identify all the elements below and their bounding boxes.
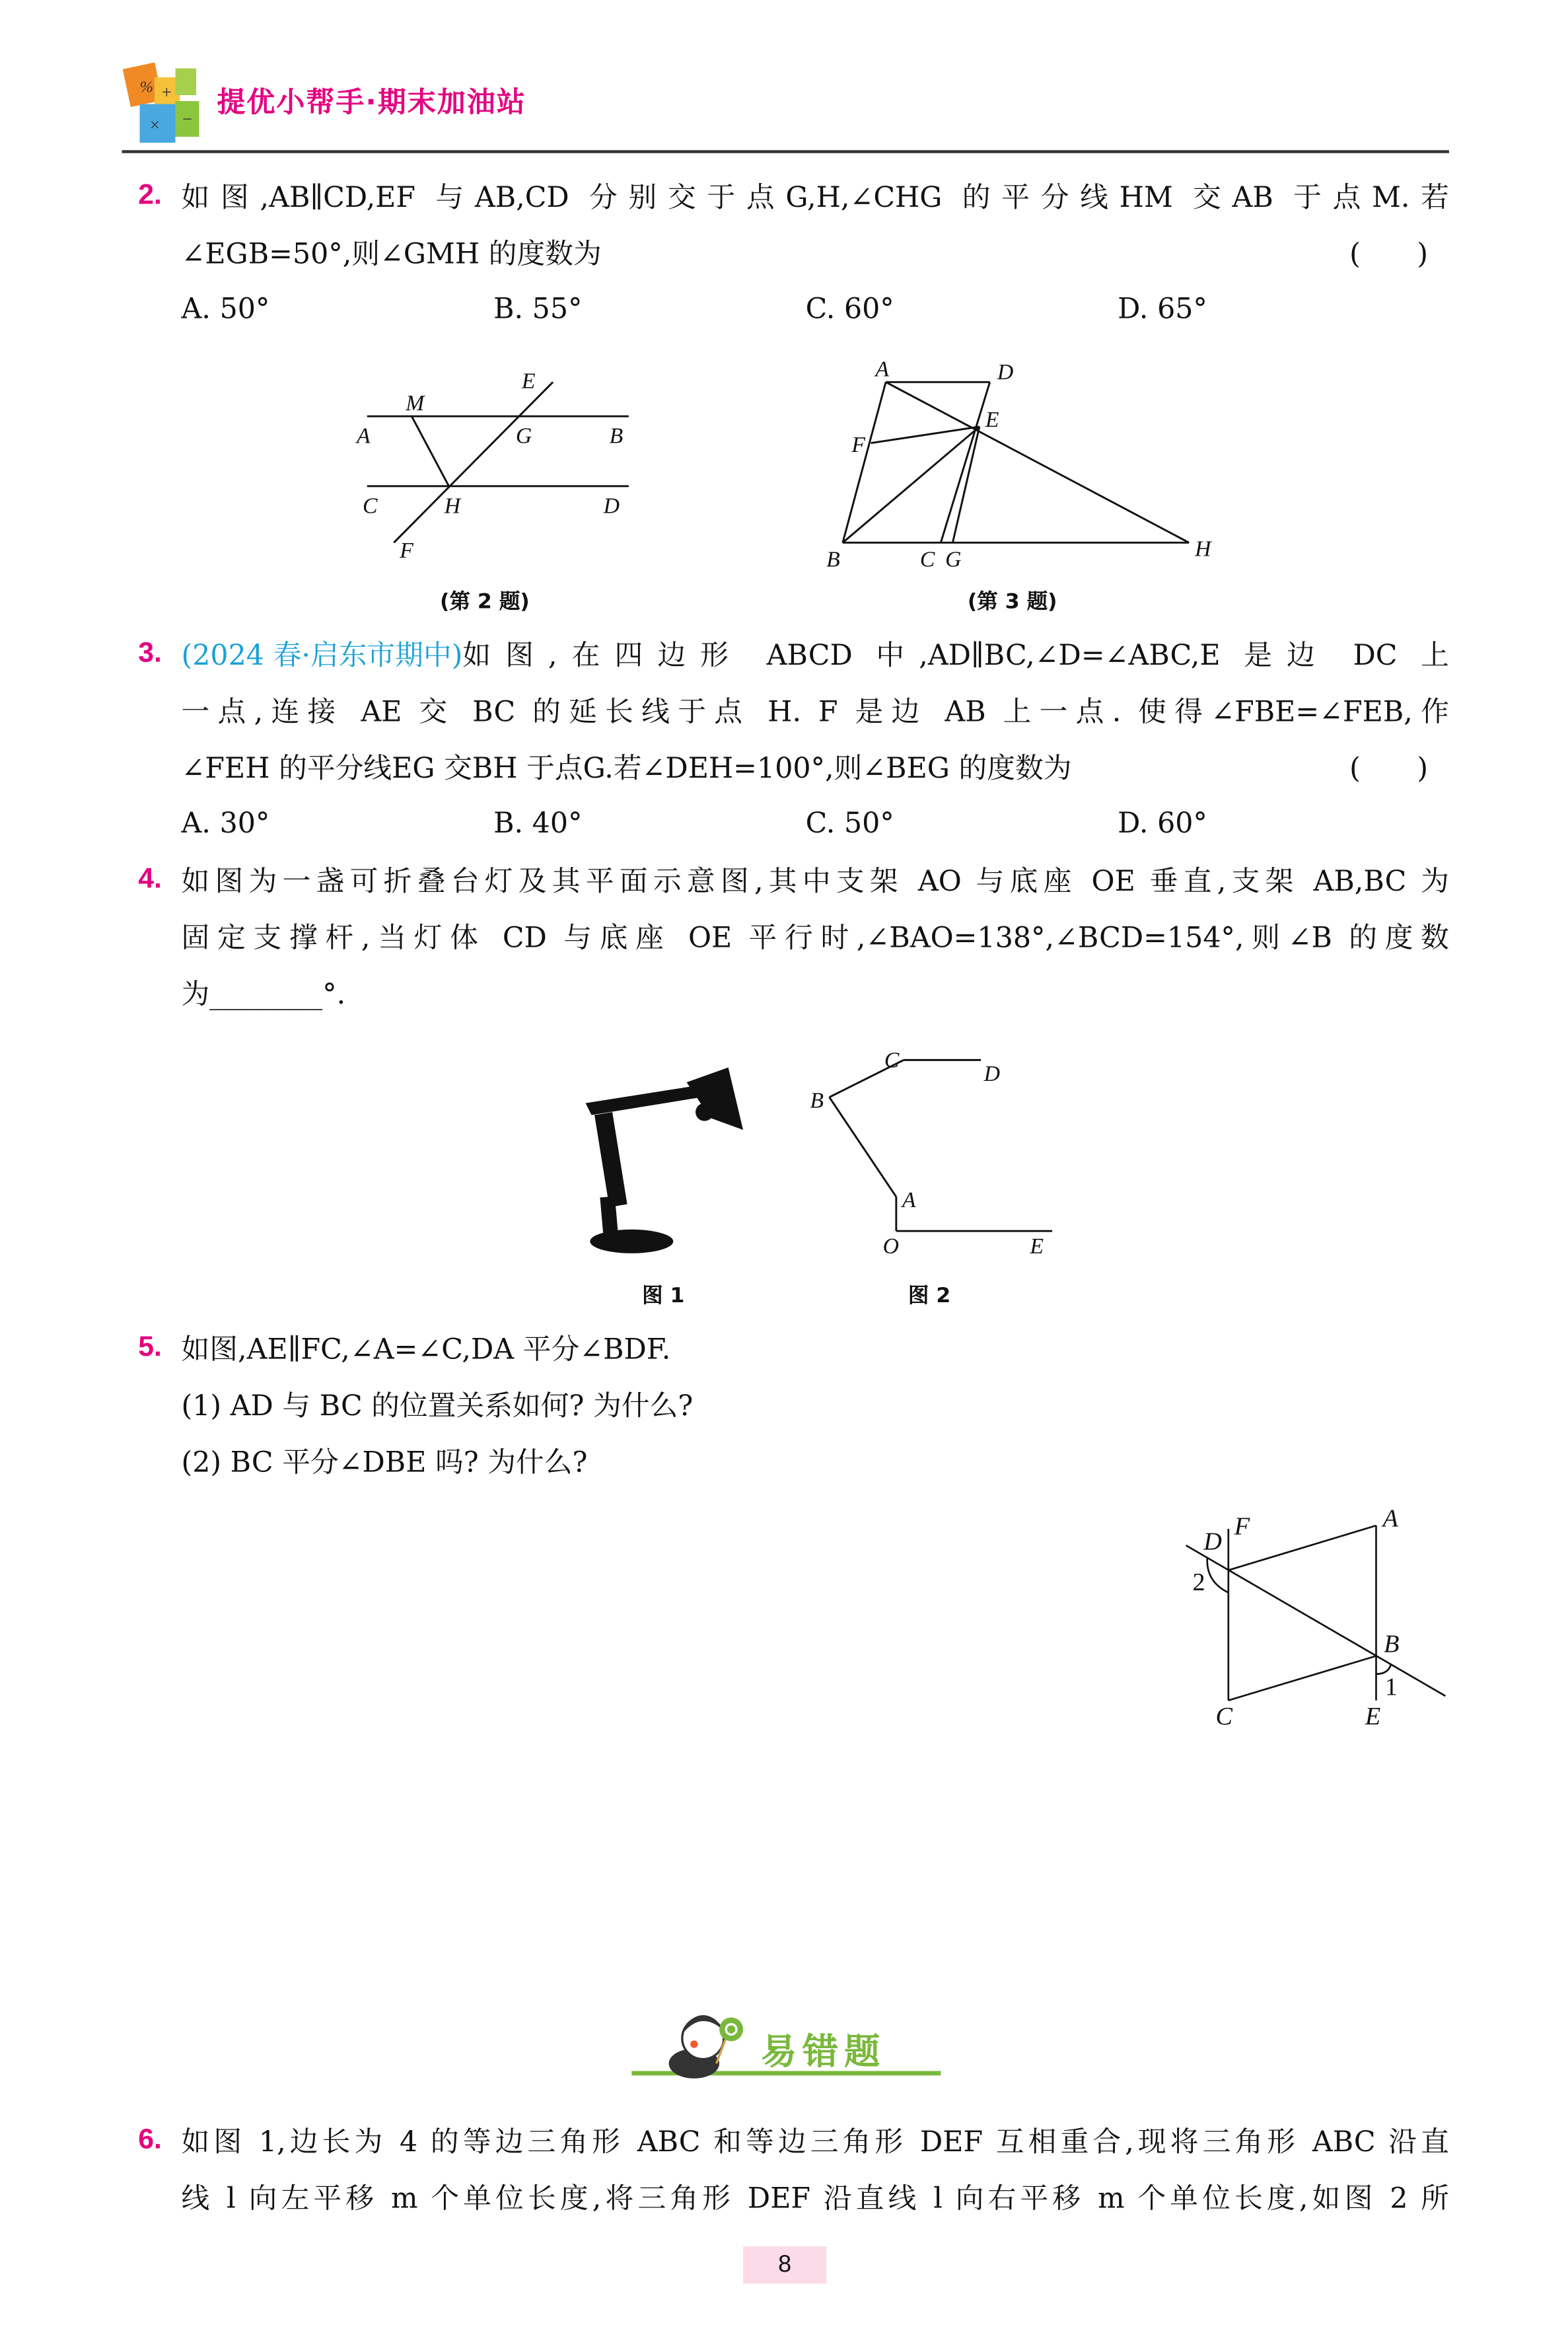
label-c: C xyxy=(884,1048,900,1073)
answer-blank: ( ) xyxy=(1349,238,1429,271)
label-e: E xyxy=(1030,1234,1044,1259)
option-a: A. 30° xyxy=(181,807,270,840)
label-g: G xyxy=(515,424,532,449)
label-a: A xyxy=(902,1188,916,1213)
label-e: E xyxy=(1365,1703,1381,1731)
question-text: 如图 1,边长为 4 的等边三角形 ABC 和等边三角形 DEF 互相重合,现将三角形 ABC 沿直 xyxy=(181,2125,1449,2159)
label-b: B xyxy=(810,1088,824,1113)
figure-q5 xyxy=(1157,1487,1473,1752)
svg-text:%: % xyxy=(139,78,154,96)
question-source: (2024 春·启东市期中) xyxy=(181,639,463,673)
label-h: H xyxy=(1195,536,1211,562)
label-b: B xyxy=(609,424,624,449)
question-text: 如图,AB∥CD,EF 与AB,CD 分别交于点G,H,∠CHG 的平分线HM 交AB 于点M.若 xyxy=(181,181,1449,215)
label-h: H xyxy=(444,494,461,519)
label-a: A xyxy=(1382,1504,1398,1533)
answer-blank: ( ) xyxy=(1349,752,1429,786)
label-d: D xyxy=(1203,1528,1222,1556)
option-c: C. 50° xyxy=(805,807,894,840)
label-b: B xyxy=(826,547,840,572)
question-text: 一点,连接 AE 交 BC 的延长线于点 H. F 是边 AB 上一点. 使得∠FBE=∠FEB,作 xyxy=(181,696,1449,729)
label-d: D xyxy=(997,359,1014,385)
question-number: 4. xyxy=(138,864,162,895)
label-c: C xyxy=(363,494,378,519)
question-text: ∠EGB=50°,则∠GMH 的度数为 xyxy=(181,238,602,271)
option-b: B. 55° xyxy=(493,293,583,326)
question-text: 如图为一盏可折叠台灯及其平面示意图,其中支架 AO 与底座 OE 垂直,支架 AB,BC 为 xyxy=(181,865,1449,899)
label-f: F xyxy=(851,433,865,458)
banner-title: 易错题 xyxy=(761,2030,886,2073)
page-number: 8 xyxy=(743,2246,826,2283)
label-b: B xyxy=(1384,1630,1400,1658)
figure-caption: 图 2 xyxy=(908,1284,951,1309)
figure-caption: (第 3 题) xyxy=(967,590,1057,614)
label-a: A xyxy=(357,424,371,449)
question-text: 为________°. xyxy=(181,978,346,1012)
question-number: 3. xyxy=(138,638,162,669)
svg-text:×: × xyxy=(149,115,161,135)
label-d: D xyxy=(983,1061,1001,1086)
label-e: E xyxy=(985,407,999,432)
option-d: D. 60° xyxy=(1118,807,1207,840)
question-text: 如图,在四边形 ABCD 中,AD∥BC,∠D=∠ABC,E 是边 DC 上 xyxy=(462,639,1449,673)
option-c: C. 60° xyxy=(805,293,894,326)
figure-q2 xyxy=(0,0,1568,624)
svg-text:−: − xyxy=(181,109,194,129)
svg-text:+: + xyxy=(160,82,173,102)
question-number: 2. xyxy=(138,180,162,211)
label-e: E xyxy=(521,369,536,394)
desk-lamp-icon xyxy=(586,1068,744,1253)
figure-caption: (第 2 题) xyxy=(440,590,530,614)
label-f: F xyxy=(1234,1512,1250,1541)
label-a: A xyxy=(875,357,889,382)
label-c: C xyxy=(919,547,935,572)
question-number: 6. xyxy=(138,2124,162,2156)
figure-caption: 图 1 xyxy=(642,1284,685,1309)
question-part-1: (1) AD 与 BC 的位置关系如何? 为什么? xyxy=(181,1389,694,1423)
option-a: A. 50° xyxy=(181,293,270,326)
header-title: 提优小帮手·期末加油站 xyxy=(217,86,527,120)
label-f: F xyxy=(400,538,413,563)
label-g: G xyxy=(945,547,962,572)
question-line xyxy=(182,628,1449,684)
question-part-2: (2) BC 平分∠DBE 吗? 为什么? xyxy=(181,1446,588,1479)
label-d: D xyxy=(603,494,620,519)
question-text: 如图,AE∥FC,∠A=∠C,DA 平分∠BDF. xyxy=(181,1333,671,1366)
question-text: 线 l 向左平移 m 个单位长度,将三角形 DEF 沿直线 l 向右平移 m 个单位长度,如图 2 所 xyxy=(181,2182,1449,2215)
easy-mistakes-banner xyxy=(624,1997,945,2086)
question-text: 固定支撑杆,当灯体 CD 与底座 OE 平行时,∠BAO=138°,∠BCD=154°,则∠B 的度数 xyxy=(181,922,1449,955)
option-b: B. 40° xyxy=(493,807,583,840)
label-angle-1: 1 xyxy=(1384,1673,1398,1701)
question-number: 5. xyxy=(138,1332,162,1364)
label-angle-2: 2 xyxy=(1192,1568,1205,1597)
option-d: D. 65° xyxy=(1118,293,1207,326)
label-o: O xyxy=(882,1234,899,1259)
label-m: M xyxy=(406,391,425,416)
question-text: ∠FEH 的平分线EG 交BH 于点G.若∠DEH=100°,则∠BEG 的度数为 xyxy=(181,752,1072,786)
label-c: C xyxy=(1215,1703,1233,1731)
figure-q4 xyxy=(0,1026,1568,1279)
